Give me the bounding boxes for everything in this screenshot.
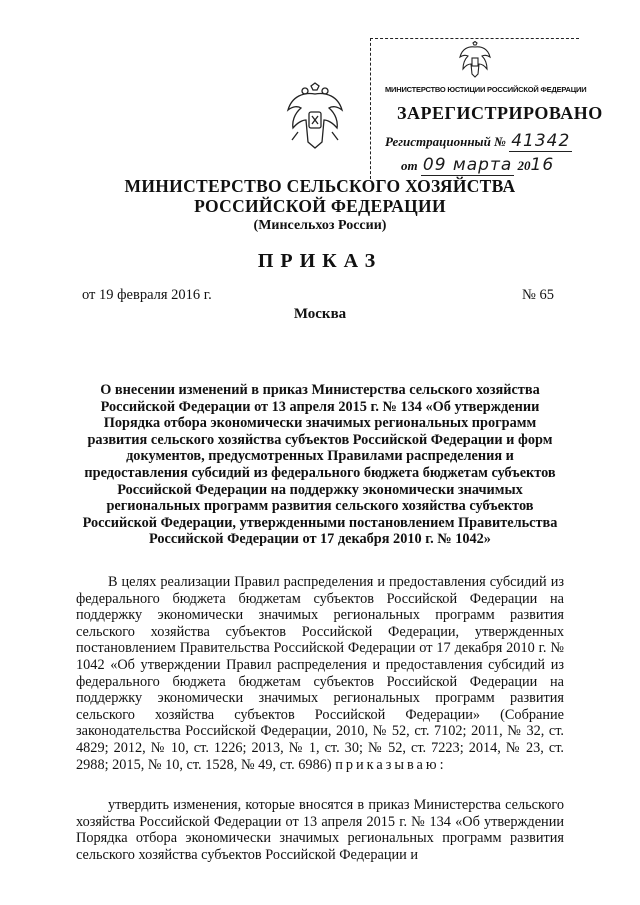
body-paragraph-1-text: В целях реализации Правил распределения и предоставления субсидий из федерального бюджета бюджетам субъектов Российской Федерации на поддержку экономически значимых региональных программ развития сельского хозяйства субъектов Российской Федерации, утвержденных постановлением Правительства Российской Федерации от 17 декабря 2010 г. № 1042 «Об утверждении Правил распределения и предоставления субсидий из федерального бюджета бюджетам субъектов Российской Федерации на поддержку экономически значимых региональных программ развития сельского хозяйства субъектов Российской Федерации» (Собрание законодательства Российской Федерации, 2010, № 52, ст. 7102; 2011, № 32, ст. 4829; 2012, № 10, ст. 1226; 2013, № 1, ст. 30; № 52, ст. 7223; 2014, № 23, ст. 2988; 2015, № 10, ст. 1528, № 49, ст. 6986) <box>76 574 564 773</box>
stamp-date-line <box>401 155 554 175</box>
registration-stamp <box>370 38 603 179</box>
stamp-date-year-suffix: 16 <box>530 155 555 175</box>
order-date: от 19 февраля 2016 г. <box>82 287 212 303</box>
stamp-reg-number: 41342 <box>511 131 571 151</box>
stamp-registered-label: ЗАРЕГИСТРИРОВАНО <box>397 103 603 123</box>
stamp-header: МИНИСТЕРСТВО ЮСТИЦИИ РОССИЙСКОЙ ФЕДЕРАЦИИ <box>385 85 587 94</box>
ministry-short-name: (Минсельхоз России) <box>253 218 387 233</box>
stamp-reg-number-line <box>385 131 572 151</box>
stamp-emblem-icon <box>457 41 493 79</box>
ministry-name-line2: РОССИЙСКОЙ ФЕДЕРАЦИИ <box>194 196 446 216</box>
order-word: приказываю: <box>335 756 447 773</box>
document-title: ПРИКАЗ <box>257 250 383 272</box>
order-city: Москва <box>293 306 347 322</box>
ministry-name-line1: МИНИСТЕРСТВО СЕЛЬСКОГО ХОЗЯЙСТВА <box>124 176 516 196</box>
stamp-date-year-prefix: 20 <box>517 158 531 173</box>
order-subject: О внесении изменений в приказ Министерства сельского хозяйства Российской Федерации от 13 апреля 2015 г. № 134 «Об утверждении Порядка отбора экономически значимых региональных программ развития сельского хозяйства субъектов Российской Федерации и форм документов, предусмотренных Правилами распределения и предоставления субсидий из федерального бюджета бюджетам субъектов Российской Федерации на поддержку экономически значимых региональных программ развития сельского хозяйства субъектов Российской Федерации, утвержденными постановлением Правительства Российской Федерации от 17 декабря 2010 г. № 1042» <box>82 382 558 548</box>
stamp-date-handwritten: 09 марта <box>422 155 513 175</box>
double-headed-eagle-emblem-icon <box>284 82 346 154</box>
stamp-date-prefix: от <box>401 158 418 173</box>
body-paragraph-1 <box>76 574 564 773</box>
order-number: № 65 <box>522 287 554 303</box>
body-paragraph-2: утвердить изменения, которые вносятся в приказ Министерства сельского хозяйства Российской Федерации от 13 апреля 2015 г. № 134 «Об утверждении Порядка отбора экономически значимых региональных программ развития сельского хозяйства субъектов Российской Федерации и <box>76 797 564 863</box>
stamp-reg-label: Регистрационный № <box>385 134 506 149</box>
